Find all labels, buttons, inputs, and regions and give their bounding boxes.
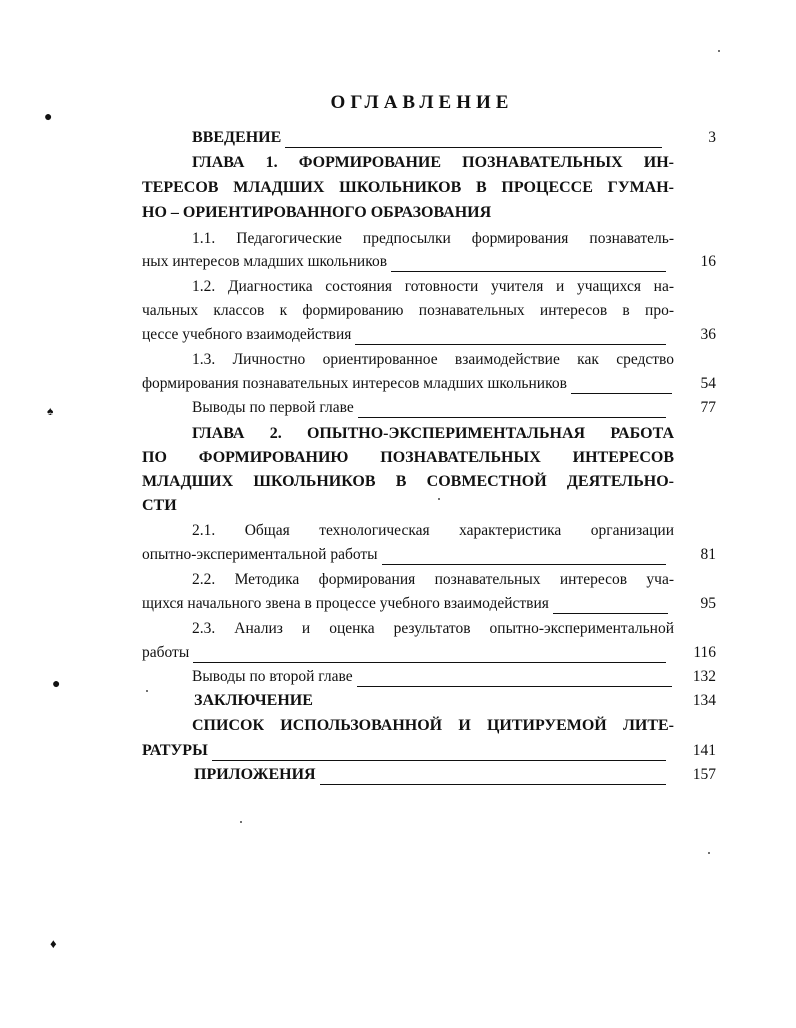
- chapter-heading-line[interactable]: НО – ОРИЕНТИРОВАННОГО ОБРАЗОВАНИЯ: [142, 204, 492, 221]
- page-number: 132: [692, 668, 716, 685]
- page-number: 157: [692, 766, 716, 783]
- page-number: 3: [708, 129, 716, 146]
- toc-entry-2-2[interactable]: [142, 594, 668, 614]
- section-text-line[interactable]: 1.3. Личностно ориентированное взаимодействие как средство: [192, 351, 674, 368]
- leader-line: [320, 770, 666, 785]
- toc-entry-label: щихся начального звена в процессе учебного взаимодействия: [142, 595, 549, 612]
- leader-line: [357, 672, 672, 687]
- binding-hole-mark: ●: [52, 677, 61, 692]
- page-title: ОГЛАВЛЕНИЕ: [330, 92, 514, 113]
- binding-hole-mark: ♠: [47, 404, 54, 418]
- page-number: 95: [700, 595, 716, 612]
- toc-entry-2-1[interactable]: [142, 545, 666, 565]
- toc-entry-bibliography[interactable]: [142, 741, 666, 761]
- page-number: 36: [700, 326, 716, 343]
- toc-entry-label: формирования познавательных интересов младших школьников: [142, 375, 567, 392]
- toc-entry-conclusions-1[interactable]: [192, 398, 666, 418]
- section-text-line[interactable]: 2.1. Общая технологическая характеристика организации: [192, 522, 674, 539]
- leader-line: [382, 550, 666, 565]
- toc-entry-conclusions-2[interactable]: [192, 667, 672, 687]
- chapter-heading-line[interactable]: МЛАДШИХ ШКОЛЬНИКОВ В СОВМЕСТНОЙ ДЕЯТЕЛЬНО-: [142, 473, 674, 490]
- section-text-line[interactable]: 1.1. Педагогические предпосылки формирования познаватель-: [192, 230, 674, 247]
- chapter-heading-line[interactable]: ГЛАВА 2. ОПЫТНО-ЭКСПЕРИМЕНТАЛЬНАЯ РАБОТА: [192, 425, 674, 442]
- chapter-heading-line[interactable]: ТЕРЕСОВ МЛАДШИХ ШКОЛЬНИКОВ В ПРОЦЕССЕ ГУМАН-: [142, 179, 674, 196]
- toc-entry-1-2[interactable]: [142, 325, 666, 345]
- toc-entry-2-3[interactable]: [142, 643, 666, 663]
- chapter-heading-line[interactable]: СТИ: [142, 497, 177, 514]
- section-text-line[interactable]: 2.3. Анализ и оценка результатов опытно-экспериментальной: [192, 620, 674, 637]
- binding-hole-mark: ●: [44, 110, 53, 125]
- page-number: 81: [700, 546, 716, 563]
- scan-speck: [146, 690, 148, 692]
- page-number: 141: [692, 742, 716, 759]
- leader-line: [212, 746, 666, 761]
- toc-entry-label: РАТУРЫ: [142, 742, 208, 759]
- toc-entry-1-3[interactable]: [142, 374, 672, 394]
- toc-entry-label: ВВЕДЕНИЕ: [192, 129, 282, 146]
- leader-line: [358, 403, 666, 418]
- page-number: 54: [700, 375, 716, 392]
- toc-entry-label: цессе учебного взаимодействия: [142, 326, 352, 343]
- leader-line: [391, 257, 666, 272]
- toc-entry-label: ных интересов младших школьников: [142, 253, 388, 270]
- page-number: 16: [700, 253, 716, 270]
- chapter-heading-line[interactable]: ПО ФОРМИРОВАНИЮ ПОЗНАВАТЕЛЬНЫХ ИНТЕРЕСОВ: [142, 449, 674, 466]
- toc-entry-label: ПРИЛОЖЕНИЯ: [194, 766, 316, 783]
- chapter-heading-line[interactable]: ГЛАВА 1. ФОРМИРОВАНИЕ ПОЗНАВАТЕЛЬНЫХ ИН-: [192, 154, 674, 171]
- section-text-line[interactable]: 2.2. Методика формирования познавательных интересов уча-: [192, 571, 674, 588]
- binding-hole-mark: ♦: [50, 936, 57, 951]
- page-number: 77: [700, 399, 716, 416]
- toc-entry-label: работы: [142, 644, 190, 661]
- toc-entry-label: Выводы по первой главе: [192, 399, 354, 416]
- section-text-line[interactable]: чальных классов к формированию познавательных интересов в про-: [142, 302, 674, 319]
- toc-entry-appendix[interactable]: [194, 765, 666, 785]
- scan-speck: [708, 852, 710, 854]
- section-text-line[interactable]: 1.2. Диагностика состояния готовности учителя и учащихся на-: [192, 278, 674, 295]
- page-number: 134: [692, 692, 716, 709]
- toc-entry-1-1[interactable]: [142, 252, 666, 272]
- scan-speck: [438, 498, 440, 500]
- leader-line: [285, 133, 662, 148]
- scan-speck: [240, 821, 242, 823]
- scan-speck: [718, 50, 720, 52]
- leader-line: [355, 330, 666, 345]
- page-number: 116: [693, 644, 716, 661]
- toc-entry-intro[interactable]: [192, 128, 662, 148]
- toc-entry-label: опытно-экспериментальной работы: [142, 546, 378, 563]
- leader-line: [193, 648, 666, 663]
- toc-entry-label: Выводы по второй главе: [192, 668, 353, 685]
- bibliography-heading-line[interactable]: СПИСОК ИСПОЛЬЗОВАННОЙ И ЦИТИРУЕМОЙ ЛИТЕ-: [192, 717, 674, 734]
- leader-line: [571, 379, 672, 394]
- toc-entry-conclusion[interactable]: ЗАКЛЮЧЕНИЕ: [194, 692, 313, 709]
- leader-line: [553, 599, 668, 614]
